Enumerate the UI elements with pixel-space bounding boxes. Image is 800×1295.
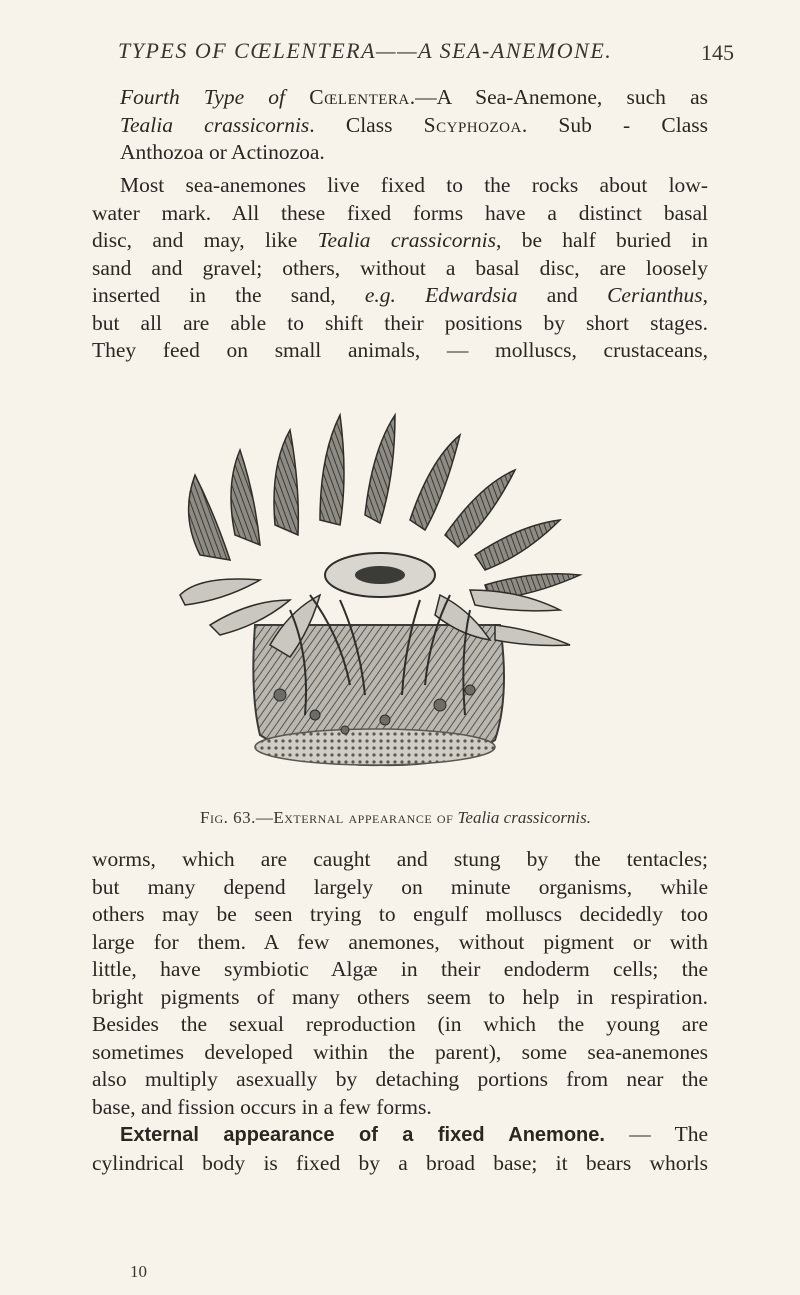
- text-line: bright pigments of many others seem to help in respiration.: [92, 984, 708, 1009]
- text-line: worms, which are caught and stung by the tentacles;: [92, 847, 708, 871]
- text-line: others may be seen trying to engulf molluscs decidedly too: [92, 902, 708, 926]
- paragraph-feeding: [92, 846, 708, 1177]
- text-line: but many depend largely on minute organisms, while: [92, 874, 708, 899]
- figure-caption: Fig. 63.—External appearance of Tealia crassicornis.: [200, 808, 592, 827]
- text-line: water mark. All these fixed forms have a distinct basal: [92, 200, 708, 225]
- sea-anemone-illustration: [140, 395, 620, 775]
- text-line: large for them. A few anemones, without pigment or with: [92, 929, 708, 954]
- paragraph-habitat: [92, 172, 708, 365]
- text-line: sometimes developed within the parent), some sea-anemones: [92, 1039, 708, 1064]
- text-line: External appearance of a fixed Anemone. — The: [120, 1122, 709, 1146]
- text-line: sand and gravel; others, without a basal disc, are loosely: [92, 255, 708, 280]
- text-line: Anthozoa or Actinozoa.: [120, 140, 325, 164]
- page-number: 145: [701, 40, 734, 65]
- signature-mark: 10: [130, 1262, 147, 1281]
- text-line: little, have symbiotic Algæ in their endoderm cells; the: [92, 957, 708, 981]
- text-line: but all are able to shift their positions by short stages.: [92, 310, 708, 335]
- text-line: also multiply asexually by detaching portions from near the: [92, 1067, 708, 1091]
- text-line: They feed on small animals, — molluscs, crustaceans,: [92, 338, 708, 362]
- text-line: disc, and may, like Tealia crassicornis, be half buried in: [92, 228, 709, 252]
- text-line: Tealia crassicornis. Class Scyphozoa. Sub - Class: [120, 112, 708, 137]
- text-line: base, and fission occurs in a few forms.: [92, 1094, 432, 1119]
- text-line: cylindrical body is fixed by a broad base; it bears whorls: [92, 1150, 708, 1175]
- paragraph-type-heading: [92, 84, 708, 167]
- text-line: inserted in the sand, e.g. Edwardsia and Cerianthus,: [92, 283, 709, 307]
- text-line: Besides the sexual reproduction (in which the young are: [92, 1012, 708, 1036]
- text-line: Fourth Type of Cœlentera.—A Sea-Anemone, such as: [120, 85, 709, 109]
- section-heading: External appearance of a fixed Anemone.: [120, 1124, 605, 1146]
- running-head: TYPES OF CŒLENTERA——A SEA-ANEMONE.: [118, 38, 613, 63]
- text-line: Most sea-anemones live fixed to the rocks about low-: [120, 173, 708, 197]
